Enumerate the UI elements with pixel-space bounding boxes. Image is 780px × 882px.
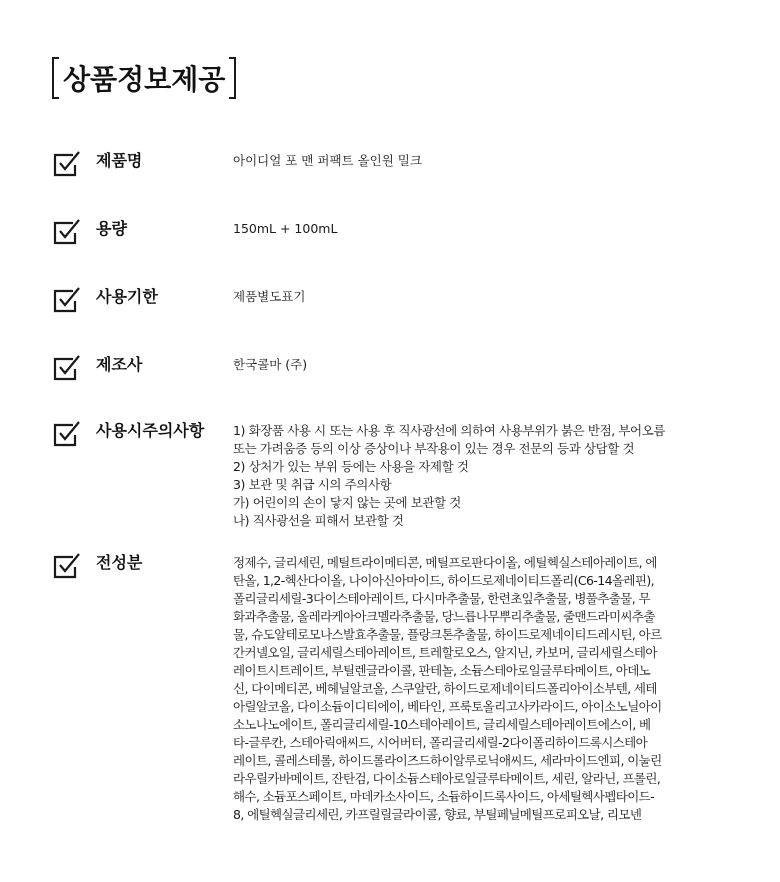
value-line: 폴리글리세릴-3다이스테아레이트, 다시마추출물, 한련초잎추출물, 병풀추출물, 무 — [233, 591, 650, 606]
value-text: 아이디얼 포 맨 퍼팩트 올인원 밀크 — [233, 153, 422, 168]
info-row-manufacturer — [52, 354, 742, 384]
value-line: 8, 에틸헥실글리세린, 카프릴릴글라이콜, 향료, 부틸페닐메틸프로피오날, 리모넨 — [233, 807, 642, 822]
value-line: 물, 슈도알테로모나스발효추출물, 플랑크톤추출물, 하이드로제네이티드레시틴, 아르 — [233, 627, 662, 642]
value-text: 한국콜마 (주) — [233, 357, 308, 372]
info-row-expiry — [52, 286, 742, 316]
checkbox-check-icon — [52, 150, 82, 178]
checkbox-check-icon — [52, 218, 82, 246]
page-title — [52, 54, 236, 102]
row-label: 제품명 — [96, 151, 143, 170]
value-line: 레이트시트레이트, 부틸렌글라이콜, 판테놀, 소듐스테아로일글루타메이트, 아데노 — [233, 663, 651, 678]
value-text: 제품별도표기 — [233, 289, 306, 304]
value-line: 타-글루칸, 스테아릭애씨드, 시어버터, 폴리글리세릴-2다이폴리하이드록시스테아 — [233, 735, 648, 750]
row-label: 제조사 — [96, 355, 143, 374]
value-line: 레이트, 콜레스테롤, 하이드롤라이즈드하이알루로닉애씨드, 세라마이드엔피, 이눌린 — [233, 753, 662, 768]
checkbox-check-icon — [52, 420, 82, 448]
value-text: 150mL + 100mL — [233, 221, 338, 236]
value-line: 3) 보관 및 취급 시의 주의사항 — [233, 477, 392, 492]
row-value — [233, 152, 733, 170]
value-line: 라우릴카바메이트, 잔탄검, 다이소듐스테아로일글루타메이트, 세린, 알라닌, 프롤린, — [233, 771, 661, 786]
value-line: 또는 가려움증 등의 이상 증상이나 부작용이 있는 경우 전문의 등과 상담할 것 — [233, 441, 635, 456]
value-line: 탄올, 1,2-헥산다이올, 나이아신아마이드, 하이드로제네이티드폴리(C6-14올레핀), — [233, 573, 655, 588]
value-line: 해수, 소듐포스페이트, 마데카소사이드, 소듐하이드록사이드, 아세틸헥사펩타이드- — [233, 789, 655, 804]
title-bracket-right — [229, 57, 236, 99]
info-row-volume — [52, 218, 742, 248]
ingredients-text — [233, 554, 728, 824]
title-bracket-left — [52, 57, 59, 99]
row-label: 용량 — [96, 219, 127, 238]
row-label: 사용시주의사항 — [96, 421, 205, 440]
page-title-text: 상품정보제공 — [63, 63, 226, 96]
value-line: 1) 화장품 사용 시 또는 사용 후 직사광선에 의하여 사용부위가 붉은 반점, 부어오름 — [233, 423, 666, 438]
checkbox-check-icon — [52, 354, 82, 382]
row-value — [233, 288, 733, 306]
value-line: 나) 직사광선을 피해서 보관할 것 — [233, 513, 404, 528]
checkbox-check-icon — [52, 286, 82, 314]
info-row-precautions — [52, 420, 742, 530]
row-value — [233, 356, 733, 374]
row-label: 전성분 — [96, 553, 143, 572]
value-line: 간커넬오일, 글리세릴스테아레이트, 트레할로오스, 알지닌, 카보머, 글리세릴스테아 — [233, 645, 657, 660]
row-value — [233, 422, 733, 530]
value-line: 아릴알코올, 다이소듐이디티에이, 베타인, 프룩토올리고사카라이드, 아이소노닐아이 — [233, 699, 662, 714]
value-line: 소노나노에이트, 폴리글리세릴-10스테아레이트, 글리세릴스테아레이트에스이, 베 — [233, 717, 651, 732]
value-line: 2) 상처가 있는 부위 등에는 사용을 자제할 것 — [233, 459, 469, 474]
value-line: 화과추출물, 올레라케아아크멜라추출물, 당느릅나무뿌리추출물, 줄맨드라미씨추출 — [233, 609, 655, 624]
info-row-product-name — [52, 150, 742, 180]
info-row-ingredients — [52, 552, 742, 832]
value-line: 가) 어린이의 손이 닿지 않는 곳에 보관할 것 — [233, 495, 461, 510]
checkbox-check-icon — [52, 552, 82, 580]
row-value — [233, 220, 733, 238]
value-line: 신, 다이메티콘, 베헤닐알코올, 스쿠알란, 하이드로제네이티드폴리아이소부텐, 세테 — [233, 681, 657, 696]
row-label: 사용기한 — [96, 287, 158, 306]
value-line: 정제수, 글리세린, 메틸트라이메티콘, 메틸프로판다이올, 에틸헥실스테아레이트, 에 — [233, 555, 657, 570]
